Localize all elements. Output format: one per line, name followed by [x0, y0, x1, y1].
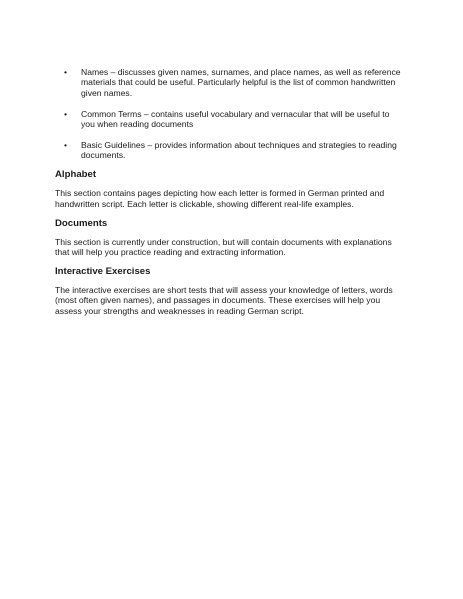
- bullet-icon: •: [64, 67, 68, 77]
- list-item-common-terms: [55, 109, 403, 130]
- list-item-text: Basic Guidelines – provides information about techniques and strategies to reading documents.: [81, 140, 397, 161]
- documents-paragraph: This section is currently under construction, but will contain documents with explanations that will help you practice reading and extracting information.: [55, 236, 392, 258]
- list-item-names: [55, 67, 403, 98]
- list-item-text: Common Terms – contains useful vocabulary and vernacular that will be useful to you when reading documents: [81, 108, 390, 130]
- interactive-exercises-heading: Interactive Exercises: [55, 265, 151, 277]
- section-list: [55, 67, 403, 161]
- section-interactive-exercises: [55, 266, 403, 316]
- documents-heading: Documents: [55, 217, 108, 229]
- bullet-icon: •: [64, 108, 68, 119]
- bullet-icon: •: [64, 140, 68, 151]
- alphabet-heading: Alphabet: [55, 169, 97, 181]
- interactive-exercises-paragraph: The interactive exercises are short tests that will assess your knowledge of letters, words (most often given names), and passages in documents. These exercises will help you assess your strengths and weaknesses in reading German script.: [55, 284, 393, 316]
- alphabet-paragraph: This section contains pages depicting how each letter is formed in German printed and handwritten script. Each letter is clickable, showing different real-life examples.: [55, 188, 385, 209]
- section-documents: [55, 218, 403, 258]
- section-alphabet: [55, 169, 403, 209]
- list-item-text: Names – discusses given names, surnames, and place names, as well as reference materials that could be useful. Particularly helpful is the list of common handwritten given names.: [81, 67, 401, 98]
- list-item-basic-guidelines: [55, 140, 403, 161]
